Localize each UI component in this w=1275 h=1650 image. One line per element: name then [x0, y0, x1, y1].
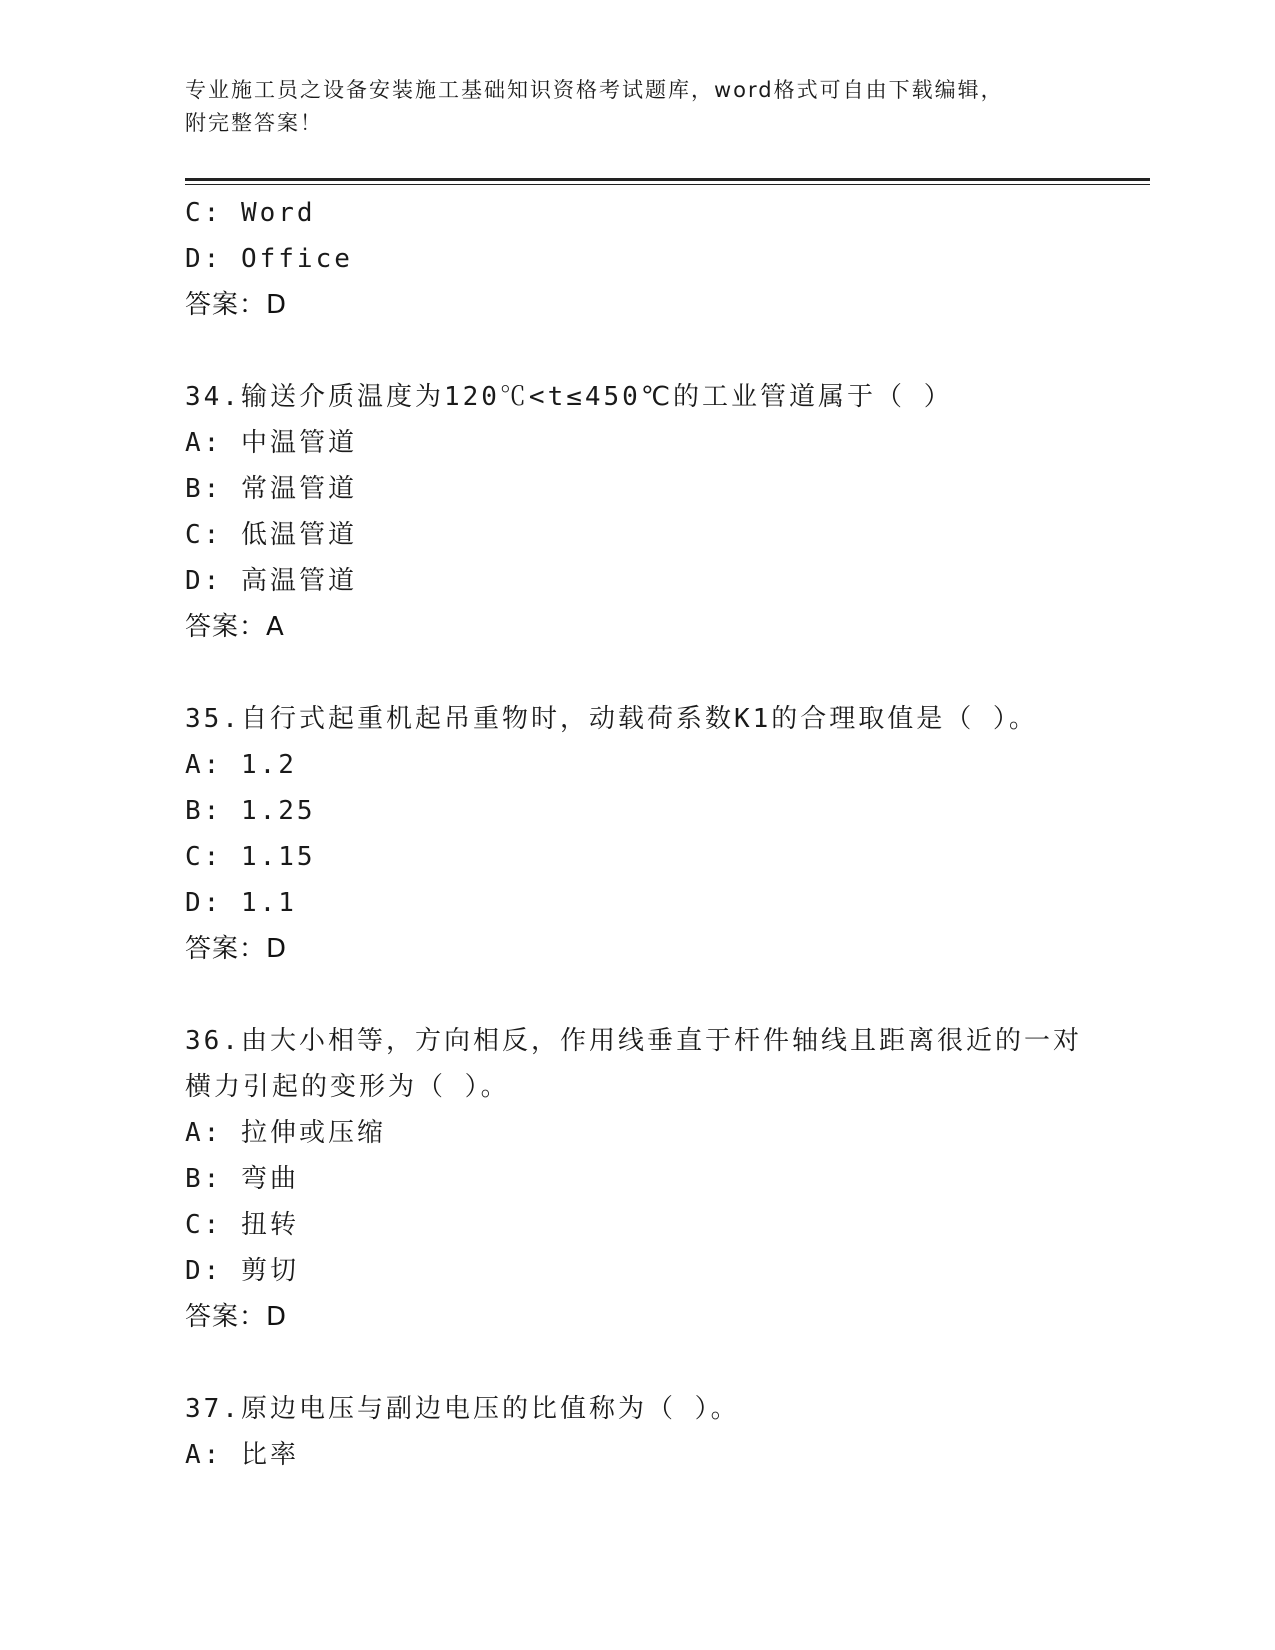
question-35 — [185, 696, 1105, 972]
option-b: B: 常温管道 — [185, 474, 357, 504]
question-34 — [185, 374, 1105, 650]
answer-line: 答案：A — [185, 612, 285, 642]
spacer — [185, 972, 1105, 1018]
option-b: B: 1.25 — [185, 796, 316, 826]
spacer — [185, 328, 1105, 374]
option-c: C: Word — [185, 198, 316, 228]
answer-line: 答案：D — [185, 290, 288, 320]
option-c: C: 1.15 — [185, 842, 316, 872]
option-d: D: 高温管道 — [185, 566, 357, 596]
question-37 — [185, 1386, 1105, 1478]
question-text: 35.自行式起重机起吊重物时，动载荷系数K1的合理取值是（ ）。 — [185, 704, 1038, 734]
question-list — [185, 190, 1105, 1478]
option-a: A: 拉伸或压缩 — [185, 1118, 386, 1148]
question-text: 34.输送介质温度为120℃<t≤450℃的工业管道属于（ ） — [185, 382, 953, 412]
header-rule-thick — [185, 178, 1150, 181]
option-d: D: Office — [185, 244, 353, 274]
header-rule-thin — [185, 184, 1150, 185]
option-a: A: 比率 — [185, 1440, 299, 1470]
spacer — [185, 650, 1105, 696]
question-36 — [185, 1018, 1105, 1340]
option-d: D: 1.1 — [185, 888, 297, 918]
question-text: 37.原边电压与副边电压的比值称为（ ）。 — [185, 1394, 740, 1424]
option-c: C: 扭转 — [185, 1210, 299, 1240]
option-a: A: 1.2 — [185, 750, 297, 780]
partial-question — [185, 190, 1105, 328]
question-text-line-2: 横力引起的变形为（ ）。 — [185, 1072, 510, 1102]
answer-line: 答案：D — [185, 1302, 288, 1332]
option-b: B: 弯曲 — [185, 1164, 299, 1194]
spacer — [185, 1340, 1105, 1386]
option-d: D: 剪切 — [185, 1256, 299, 1286]
option-a: A: 中温管道 — [185, 428, 357, 458]
answer-line: 答案：D — [185, 934, 288, 964]
option-c: C: 低温管道 — [185, 520, 357, 550]
question-text-line-1: 36.由大小相等，方向相反，作用线垂直于杆件轴线且距离很近的一对 — [185, 1026, 1082, 1056]
header-line-1: 专业施工员之设备安装施工基础知识资格考试题库，word格式可自由下载编辑， — [185, 78, 1004, 102]
document-header — [185, 74, 1085, 140]
header-line-2: 附完整答案！ — [185, 111, 323, 135]
